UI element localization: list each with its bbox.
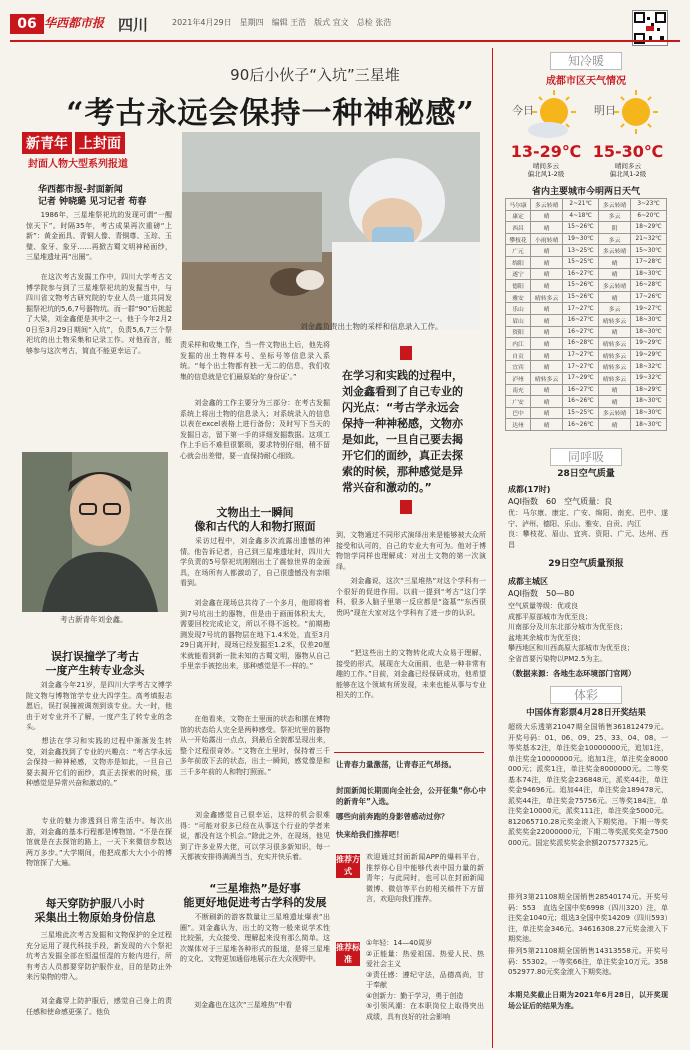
weather-cell: 巴中 [506,407,531,419]
pull-quote: 在学习和实践的过程中，刘金鑫看到了自己专业的闪光点：“考古学永远会保持一种神秘感，文物亦是如此，一旦自己要去揭开它们的面纱，真正去探索的时候，那种感觉是异常兴奋和激动的。” [342,369,463,494]
section-3-paragraph-2: 刘金鑫在现场总共待了一个多月，他即将着到7号坑出土的器物，但是由于画面体积太大，需要回校完成论文，所以不得不返校。“前期勘测发现7号坑的器物层在地下1.4米处，直至3月29日离开时，现场已经发掘至1.2米，仅差20厘米就能看到新一批未知的古蜀文明，器物从自己手里亲手被挖出来，那种感觉是不一样的。” [180,599,330,670]
weather-cell: 18~30℃ [631,407,667,419]
section-1-paragraph-2: 想法在学习和实践的过程中渐渐发生转变，刘金鑫找到了专业的兴趣点：“考古学永远会保持一种神秘感，文物亦是如此，一旦自己要去揭开它们的面纱，真正去探索的时候，那种感觉是异常兴奋和激动的。” [26,737,172,787]
section-2-heading-line2: 采集出土物原始身份信息 [34,911,156,924]
today-desc: 晴间多云 偏北风1-2级 [527,162,565,178]
weather-cell: 晴 [599,268,631,280]
section-4-paragraph-2: 刘金鑫也在这次“三星堆热”中看 [180,1001,293,1009]
weather-cell: 晴 [531,222,563,234]
promo-line-4: 快来给我们推荐吧！ [336,830,404,839]
weather-row [506,268,667,280]
weather-cell: 18~32℃ [631,361,667,373]
weather-cell: 15~26℃ [563,291,599,303]
section-2-paragraph-1: 三星堆此次考古发掘和文物保护的全过程充分运用了现代科技手段，新发现的六个祭祀坑考古发掘全部在恒温恒湿的方舱内进行，所有考古人员都要穿防护服作业，目的是防止外来污染物的带入。 [26,931,172,981]
weather-cell: 泸州 [506,372,531,384]
air-title: 28日空气质量 [557,469,615,479]
section-2-heading-line1: 每天穿防护服八小时 [45,897,145,910]
recommend-method-badge: 推荐方式 [336,855,360,876]
weather-pill: 知冷暖 [550,52,622,70]
weather-cell: 晴 [599,326,631,338]
weather-cell: 15~25℃ [563,256,599,268]
weather-cell: 16~27℃ [563,384,599,396]
weather-row [506,396,667,408]
weather-row [506,384,667,396]
weather-cell: 宜宾 [506,361,531,373]
weather-cell: 6~20℃ [631,210,667,222]
promo-line-1: 让青春力量激荡，让青春正气昂扬。 [336,760,456,769]
weather-cell: 康定 [506,210,531,222]
weather-cell: 晴转多云 [599,372,631,384]
weather-cell: 16~28℃ [631,280,667,292]
weather-cell: 多云 [599,210,631,222]
issue-meta: 2021年4月29日 星期四 编辑 王浩 版式 宜文 总检 张浩 [172,18,392,27]
lottery-pick3: 排列3第21108期全国销售28540174元。开奖号码：553 直选全国中奖6998（四川320）注，单注奖金1040元；组选3全国中奖14209（四川593）注，单注奖金346元。34616308.27元奖金滚入下期奖池。 [508,893,668,943]
weather-cell: 西昌 [506,222,531,234]
weather-cell: 晴 [531,245,563,257]
tomorrow-label: 明日 [594,104,616,117]
weather-cell: 晴 [531,326,563,338]
weather-cell: 3~23℃ [631,199,667,211]
weather-cell: 16~26℃ [563,419,599,431]
lottery-pill: 体彩 [550,686,622,704]
weather-cell: 晴 [531,338,563,350]
column-tag-1: 新青年 [22,132,72,154]
tomorrow-weather [590,88,666,184]
section-2-paragraph-2: 刘金鑫穿上防护服后，感觉自己身上的责任感和使命感更强了。他负 [26,997,172,1016]
lottery-pick5: 排列5第21108期全国销售14313558元。开奖号码：55302。一等奖66注，单注奖金10万元。358052977.80元奖金滚入下期奖池。 [508,947,668,976]
recommend-criteria-badge: 推荐标准 [336,943,360,964]
promo-line-2: 封面新闻长期面向全社会，公开征集“你心中的新青年”入选。 [336,786,486,806]
weather-cell: 18~30℃ [631,314,667,326]
weather-row [506,256,667,268]
weather-cell: 多云 [599,303,631,315]
weather-cell: 晴 [531,361,563,373]
criteria-item: ①年轻：14—40周岁 [366,939,433,947]
weather-cell: 15~30℃ [631,245,667,257]
weather-cell: 21~32℃ [631,233,667,245]
weather-cell: 晴转多云 [599,361,631,373]
today-temp: 13-29℃ [510,142,582,161]
weather-cell: 16~27℃ [563,326,599,338]
lottery-title: 中国体育彩票4月28日开奖结果 [526,708,646,718]
weather-cell: 小雨转晴 [531,233,563,245]
person-photo [22,452,168,612]
weather-row [506,245,667,257]
weather-cell: 晴 [531,407,563,419]
promo-rule [334,752,484,753]
weather-cell: 17~27℃ [563,361,599,373]
weather-cell: 晴 [599,396,631,408]
lottery-superlotto: 超级大乐透第21047期全国销售361812479元。开奖号码：01、06、09、25、33、04、08。一等奖基本2注，单注奖金10000000元，追加1注，单注奖金10000000元。追加1注，单注奖金8000000元；派奖1注，单注奖金8000000元。二等奖基本74注，单注奖金236848元，派奖44注，单注奖金94696元。追加44注，单注奖金189478元，派奖44注，单注奖金75756元。三等奖184注，单注奖金10000元，派奖111注，单注奖金5000元。812065710.28元奖金滚入下期奖池。下期一等奖派奖奖金22000000元，下期二等奖派奖奖金7500000元。国定奖派奖奖金余额207577325元。 [508,723,668,847]
weather-cell: 17~28℃ [631,256,667,268]
weather-cell: 15~25℃ [563,407,599,419]
weather-row [506,419,667,431]
col3-paragraph-3: “把这些出土的文物转化成大众易于理解、接受的形式，展现在大众面前，也是一种非常有趣的工作。”目前，刘金鑫已经保研成功，他希望能够在这个领域有所发现，未来也能从事与专业相关的工作。 [336,649,486,699]
column-tag-2: 上封面 [75,132,125,154]
section-3-paragraph-4: 刘金鑫感觉自己很幸运，这样的机会很难得：“可能对很多已经在从事这个行业的学者来说，都没有这个机会。”除此之外，在现场，他见到了许多业界大佬，可以学习很多新知识，每一天都被安排得满满当当，充实并快乐着。 [180,811,330,861]
air-forecast-title: 29日空气质量预报 [548,559,624,569]
criteria-item: ③责任感：遵纪守法，品德高尚，甘于奉献 [366,970,484,989]
col2-paragraph-2: 刘金鑫的工作主要分为三部分：在考古发掘系统上将出土物的信息录入；对系统录入的信息以表在excel表格上进行备份；及时写下当天的发掘日志，留下第一手的详细发掘数据。这项工作上手后不难但很繁琐，要求特别仔细，稍不留心就会出差错，要一直保持耐心细致。 [180,399,330,460]
weather-cell: 多云转晴 [599,280,631,292]
weather-row [506,349,667,361]
weather-cell: 乐山 [506,303,531,315]
weather-cell: 15~26℃ [563,280,599,292]
weather-cell: 晴转多云 [599,314,631,326]
weather-cell: 晴 [531,303,563,315]
weather-row [506,314,667,326]
weather-cell: 多云转晴 [599,245,631,257]
weather-cell: 晴 [531,268,563,280]
air-source: （数据来源：各地生态环境部门官网） [508,669,636,678]
city-weather-table [505,198,667,431]
section-1-heading-line2: 一度产生转专业念头 [45,664,145,677]
weather-cell: 15~26℃ [563,222,599,234]
column-tags [22,132,128,154]
col3-paragraph-1: 到，文物通过不同形式演绎出来是能够被大众所接受和认可的，自己的专业大有可为。他对于博物馆学同样也理解成：对出土文物的第一次演绎。 [336,531,486,571]
section-3-heading-line2: 像和古代的人和物打照面 [194,520,316,533]
weather-cell: 攀枝花 [506,233,531,245]
section-4-paragraph-1: 不断刷新的游客数量让三星堆遗址爆表“出圈”。刘金鑫认为，出土的文物一般来说学术性比较强，大众接受、理解起来没有那么简单。这次媒体对于三星堆各种形式的报道，是将三星堆的文化、文物更加通俗地展示在大众视野中。 [180,913,330,963]
page-number: 06 [10,14,44,34]
weather-cell: 19~29℃ [631,338,667,350]
weather-cell: 遂宁 [506,268,531,280]
air-forecast-text: 空气质量等级：优或良 成都平原部城市为优至良； 川南部分及川东北部分城市为优至良； 盆地其余城市为优至良； 攀西地区和川西高原大部城市为优至良； 全省首要污染物以PM2.5为主。 [508,602,634,663]
column-divider [492,48,493,1048]
weather-cell: 晴 [599,256,631,268]
lottery-deadline: 本期兑奖截止日期为2021年6月28日，以开奖现场公证后的结果为准。 [508,991,668,1010]
weather-cell: 多云转晴 [531,199,563,211]
weather-cell: 自贡 [506,349,531,361]
weather-row [506,222,667,234]
weather-cell: 18~30℃ [631,268,667,280]
weather-cell: 18~29℃ [631,222,667,234]
city-table-title: 省内主要城市今明两日天气 [531,187,640,197]
recommend-method-text: 欢迎通过封面新闻APP的爆料平台，推荐你心目中能够代表中国力量的新青年；与此同时，也可以在封面新闻微博、微信等平台的相关稿件下方留言，欢迎向我们推荐。 [366,853,484,903]
col2-paragraph-1: 责采样和收集工作，当一件文物出土后，他先将发掘的出土物样本号、坐标号等信息录入系统。“每个出土物都有独一无二的信息，我们收集的信息就是它们最原始的‘身份证’。” [180,341,330,381]
section-3-paragraph-1: 采访过程中，刘金鑫多次流露出遗憾的神情。他告诉记者，自己到三星堆遗址时，四川大学负责的5号祭祀坑刚刚出土了震惊世界的金面具，在场所有人都激动了，自己很遗憾没有亲眼看到。 [180,537,330,587]
weather-cell: 18~30℃ [631,326,667,338]
weather-title: 成都市区天气情况 [546,76,626,87]
weather-cell: 17~27℃ [563,303,599,315]
weather-cell: 晴 [531,314,563,326]
criteria-list [366,938,484,1022]
main-photo-caption: 刘金鑫负责出土物的采样和信息录入工作。 [300,322,443,331]
air-detail: 优：马尔康、康定、广安、绵阳、南充、巴中、遂宁、泸州、德阳、乐山、雅安、自贡、内江 良：攀枝花、眉山、宜宾、资阳、广元、达州、西昌 [508,509,668,549]
weather-cell: 晴 [599,291,631,303]
weather-cell: 阴 [599,222,631,234]
criteria-item: ⑤引领风潮：在本职岗位上取得突出成绩，具有良好的社会影响 [366,1002,484,1021]
weather-cell: 雅安 [506,291,531,303]
weather-cell: 晴 [599,384,631,396]
main-photo [182,132,480,330]
header-rule [10,40,680,42]
weather-row [506,210,667,222]
article-title: “考古永远会保持一种神秘感” [66,96,475,131]
weather-cell: 16~27℃ [563,314,599,326]
weather-cell: 16~26℃ [563,396,599,408]
weather-cell: 17~26℃ [631,291,667,303]
weather-cell: 多云 [599,233,631,245]
brand-logo: 华西都市报 [44,16,105,30]
weather-row [506,303,667,315]
article-kicker: 90后小伙子“入坑”三星堆 [230,66,400,84]
person-photo-caption: 考古新青年刘金鑫。 [60,615,128,624]
section-name: 四川 [118,16,149,34]
weather-row [506,372,667,384]
weather-row [506,338,667,350]
weather-cell: 晴转多云 [599,338,631,350]
weather-cell: 眉山 [506,314,531,326]
weather-cell: 4~18℃ [563,210,599,222]
section-4-heading-line1: “三星堆热”是好事 [209,882,301,895]
air-forecast-city: 成都主城区 [508,577,548,586]
weather-row [506,326,667,338]
weather-cell: 晴 [531,210,563,222]
weather-cell: 17~27℃ [563,349,599,361]
weather-cell: 19~30℃ [563,233,599,245]
byline-reporters: 记者 钟晓璐 见习记者 苟春 [38,197,147,207]
weather-cell: 多云转晴 [599,407,631,419]
col3-paragraph-2: 刘金鑫说，这次“三星堆热”对这个学科有一个很好的促进作用。以前一提到“考古”这门学科，很多人脑子里第一反应都是“盗墓”“东西很贵吗”现在大家对这个学科有了进一步的认识。 [336,577,486,617]
weather-cell: 晴转多云 [599,349,631,361]
criteria-item: ②正能量：热爱祖国、热爱人民、热爱社会主义 [366,949,484,968]
air-pill: 同呼吸 [550,448,622,466]
weather-row [506,361,667,373]
weather-cell: 绵阳 [506,256,531,268]
weather-cell: 达州 [506,419,531,431]
air-city: 成都(17时) [508,485,551,494]
weather-cell: 资阳 [506,326,531,338]
today-label: 今日 [512,104,534,117]
weather-row [506,199,667,211]
weather-cell: 晴 [531,280,563,292]
tomorrow-desc: 晴间多云 偏北风1-2级 [609,162,647,178]
weather-cell: 晴转多云 [531,291,563,303]
weather-cell: 2~21℃ [563,199,599,211]
weather-cell: 晴转多云 [531,372,563,384]
section-1-heading-line1: 误打误撞学了考古 [51,650,139,663]
weather-cell: 广元 [506,245,531,257]
weather-cell: 13~25℃ [563,245,599,257]
column-subtitle: 封面人物大型系列报道 [28,159,128,170]
weather-cell: 18~30℃ [631,419,667,431]
weather-cell: 18~30℃ [631,396,667,408]
weather-row [506,280,667,292]
air-forecast-aqi: AQI指数 50—80 [508,589,575,598]
tomorrow-temp: 15-30℃ [592,142,664,161]
section-3-heading-line1: 文物出土一瞬间 [216,506,294,519]
weather-cell: 晴 [531,256,563,268]
weather-cell: 内江 [506,338,531,350]
weather-cell: 19~29℃ [631,349,667,361]
weather-cell: 晴 [531,419,563,431]
promo-line-3: 哪些向前奔跑的身影曾感动过你？ [336,812,449,821]
today-weather [508,88,584,184]
weather-cell: 多云转晴 [599,199,631,211]
criteria-item: ④创新力：勤于学习，勇于创造 [366,991,464,1000]
weather-row [506,291,667,303]
weather-cell: 晴 [531,349,563,361]
col1-paragraph-2: 在这次考古发掘工作中，四川大学考古文博学院参与到了三星堆祭祀坑的发掘当中，与四川省文物考古研究院的专业人员一道共同发掘祭祀坑的5,6,7号器物坑。而一群“90”后挑起了大梁，刘金鑫便是其中之一。他于今年2月20日至3月29日期间“入坑”，负责5,6,7三个祭祀坑的出土物采集和记录工作。对他而言，能够参与这次考古，简直不能更幸运了。 [26,273,172,355]
section-4-heading-line2: 能更好地促进考古学科的发展 [183,896,327,909]
quote-mark-end-icon [400,500,412,514]
weather-cell: 19~27℃ [631,303,667,315]
section-1-paragraph-1: 刘金鑫今年21岁，是四川大学考古文博学院文物与博物馆学专业大四学生。高考填报志愿后，误打误撞被调剂到该专业。大一时，他由于对专业并不了解，一度产生了转专业的念头。 [26,681,172,731]
weather-cell: 18~29℃ [631,384,667,396]
weather-cell: 16~28℃ [563,338,599,350]
weather-cell: 马尔康 [506,199,531,211]
weather-cell: 德阳 [506,280,531,292]
weather-cell: 19~32℃ [631,372,667,384]
weather-cell: 17~29℃ [563,372,599,384]
byline-source: 华西都市报-封面新闻 [38,185,123,195]
col1-paragraph-1: 1986年，三星堆祭祀坑的发现可谓“一醒惊天下”。时隔35年，考古成果再次重磅“上新”：黄金面具、青铜人像、青铜尊、玉琮、玉璧、象牙、象牙……再掀古蜀文明神秘面纱，三星堆遗址再“出圈”。 [26,211,172,261]
section-3-paragraph-3: 在他看来，文物在土里面的状态和摆在博物馆的状态给人完全是两种感受。祭祀坑里的器物从一开始露出一点点，到最后全貌都呈现出来，整个过程很奇妙。“文物在土里时，保持着三千多年前放下去的状态，出土一瞬间，感觉像是和三千多年前的人和物打照面。” [180,715,330,776]
weather-cell: 广安 [506,396,531,408]
weather-cell: 南充 [506,384,531,396]
weather-cell: 晴 [599,419,631,431]
weather-cell: 晴 [531,396,563,408]
air-aqi: AQI指数 60 空气质量：良 [508,497,613,506]
weather-row [506,233,667,245]
section-1-paragraph-3: 专业的魅力渗透到日常生活中。每次出游，刘金鑫的基本行程都是博物馆。“不是在探馆就是在去探馆的路上，一天下来微信步数达两万多步。”大学期间，他把成都大大小小的博物馆探了大遍。 [26,817,172,867]
weather-cell: 晴 [531,384,563,396]
quote-mark-icon [400,346,412,360]
weather-row [506,407,667,419]
weather-cell: 16~27℃ [563,268,599,280]
